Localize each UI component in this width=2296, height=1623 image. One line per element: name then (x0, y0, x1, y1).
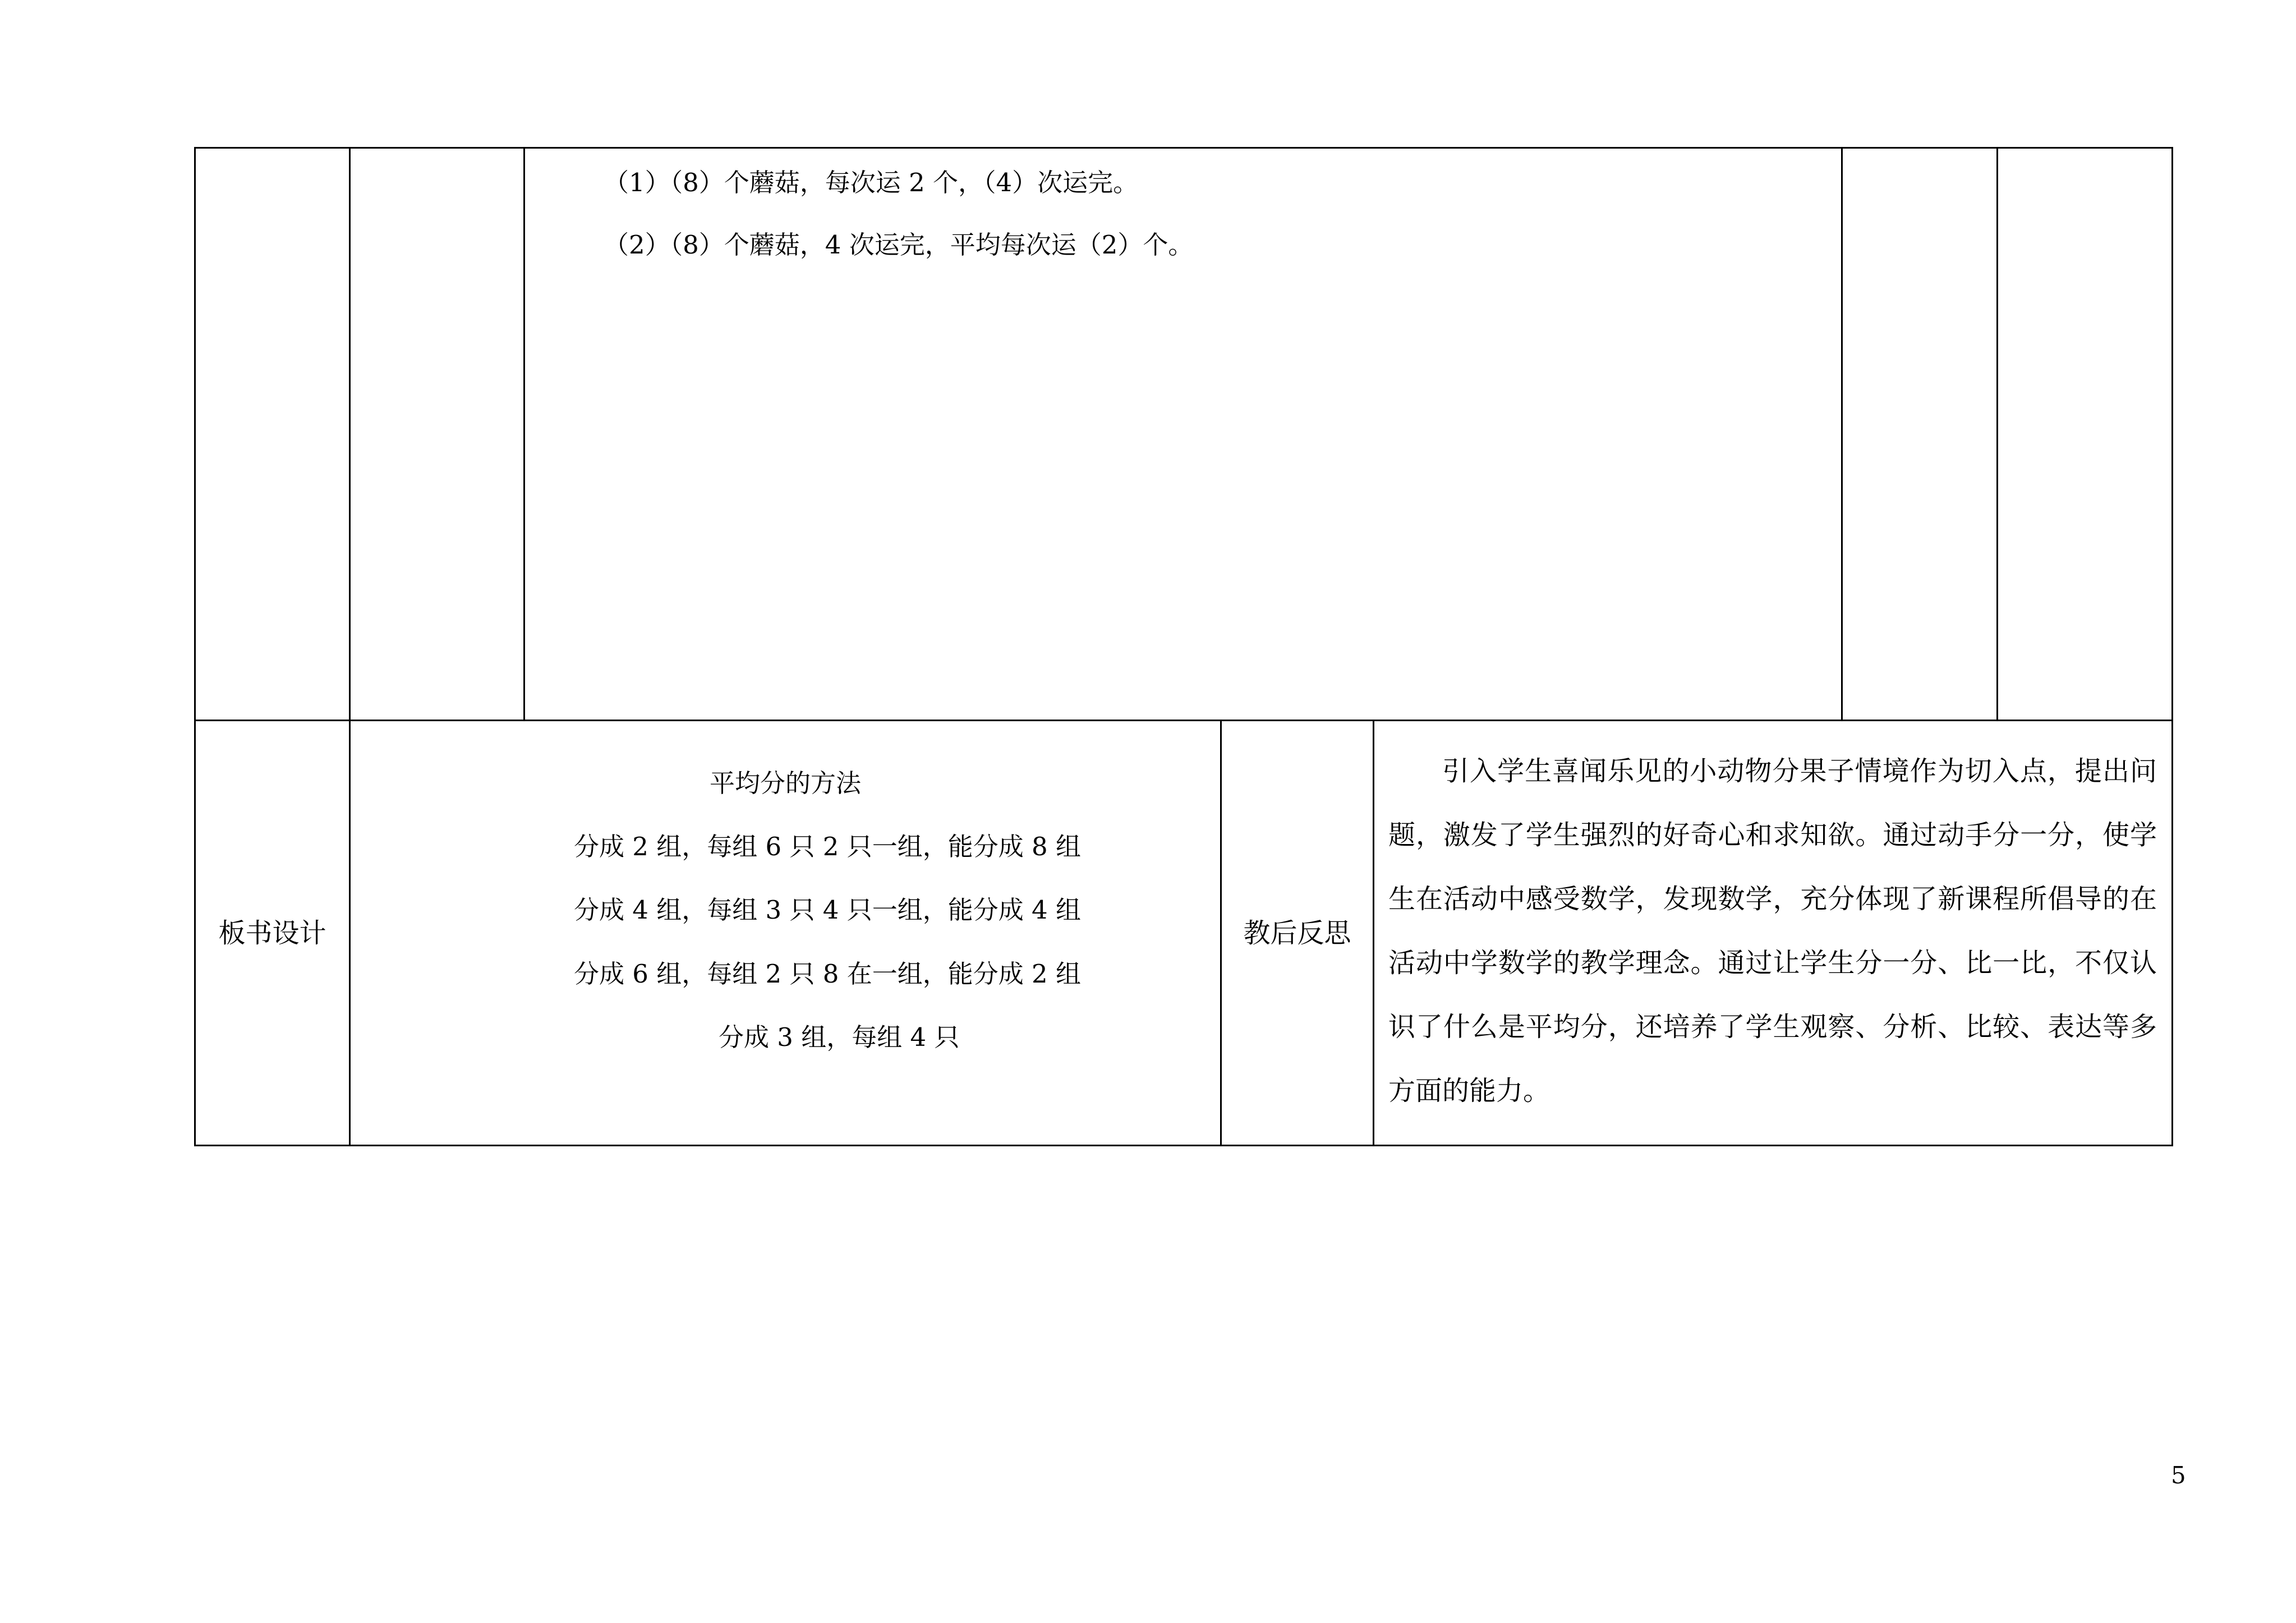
exercise-line-2: （2）（8）个蘑菇，4 次运完，平均每次运（2）个。 (604, 230, 1194, 260)
table-border-top (195, 147, 2173, 149)
board-line-1: 分成 2 组，每组 6 只 2 只一组，能分成 8 组 (574, 832, 1081, 861)
page-number: 5 (2171, 1461, 2186, 1489)
board-line-4: 分成 3 组，每组 4 只 (719, 1022, 960, 1052)
reflection-text-block (1388, 739, 2157, 1123)
reflection-label: 教后反思 (1243, 917, 1351, 949)
board-label: 板书设计 (218, 917, 326, 949)
bottom-col-divider-3 (1373, 720, 1374, 1146)
table-border-bottom (195, 1145, 2173, 1146)
board-line-2: 分成 4 组，每组 3 只 4 只一组，能分成 4 组 (574, 895, 1081, 925)
row-divider (195, 720, 2173, 721)
top-col-divider-2 (523, 147, 525, 721)
top-col-divider-3 (1841, 147, 1843, 721)
reflection-text: 引入学生喜闻乐见的小动物分果子情境作为切入点，提出问题，激发了学生强烈的好奇心和求知欲。通过动手分一分，使学生在活动中感受数学，发现数学，充分体现了新课程所倡导的在活动中学数学的教学理念。通过让学生分一分、比一比，不仅认识了什么是平均分，还培养了学生观察、分析、比较、表达等多方面的能力。 (1388, 755, 2157, 1106)
top-col-divider-1 (349, 147, 351, 721)
reflection-label-cell (1222, 721, 1373, 1145)
table-border-right (2171, 147, 2173, 1146)
board-line-3: 分成 6 组，每组 2 只 8 在一组，能分成 2 组 (574, 959, 1081, 989)
board-label-cell (196, 721, 349, 1145)
exercise-line-1: （1）（8）个蘑菇，每次运 2 个，（4）次运完。 (604, 168, 1139, 197)
top-col-divider-4 (1996, 147, 1998, 721)
board-title: 平均分的方法 (709, 768, 861, 798)
